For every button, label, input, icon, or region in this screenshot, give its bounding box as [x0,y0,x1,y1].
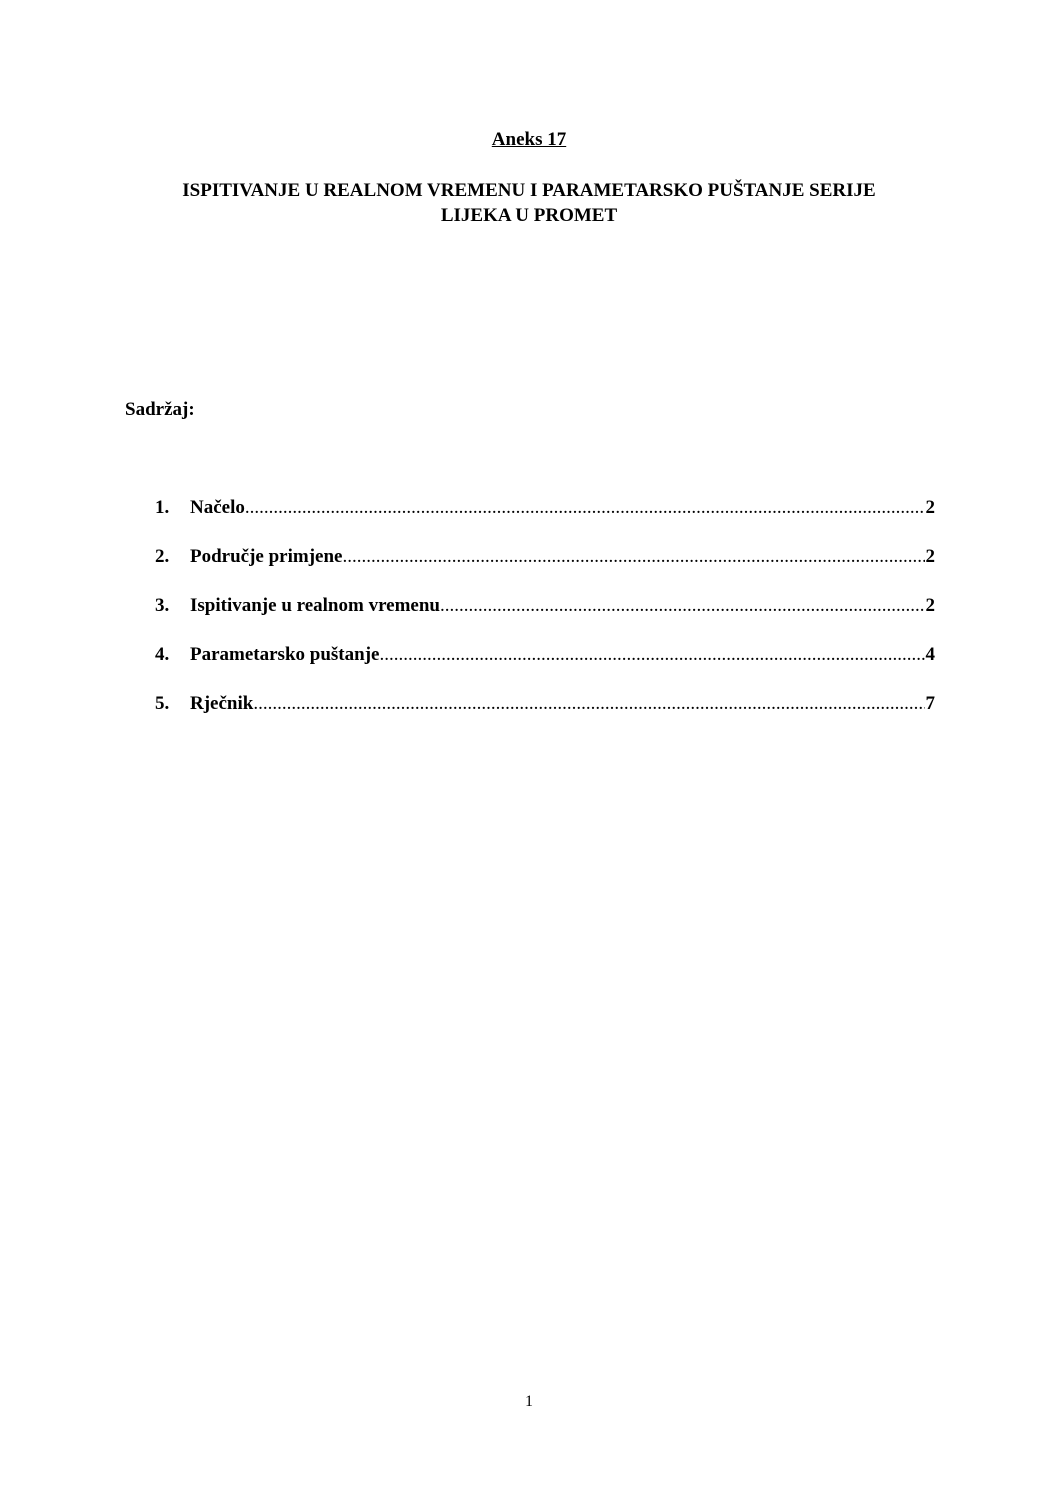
document-title-line-1: ISPITIVANJE U REALNOM VREMENU I PARAMETARSKO PUŠTANJE SERIJE [182,180,876,201]
table-of-contents [155,496,935,741]
toc-dot-leader [440,594,925,618]
toc-item-page: 2 [925,595,935,616]
toc-item-page: 4 [925,644,935,665]
toc-dot-leader [379,643,924,667]
toc-item-page: 2 [925,497,935,518]
toc-item-ispitivanje-u-realnom-vremenu[interactable] [155,594,935,643]
toc-item-number: 2. [155,546,170,567]
toc-item-number: 3. [155,595,170,616]
toc-item-label: Načelo [190,497,245,518]
toc-item-number: 4. [155,644,170,665]
toc-item-podrucje-primjene[interactable] [155,545,935,594]
document-title [100,178,958,228]
toc-item-nacelo[interactable] [155,496,935,545]
toc-item-label: Ispitivanje u realnom vremenu [190,595,440,616]
toc-item-label: Rječnik [190,693,254,714]
toc-item-parametarsko-pustanje[interactable] [155,643,935,692]
page-number: 1 [525,1393,533,1410]
toc-item-rjecnik[interactable] [155,692,935,741]
toc-dot-leader [245,496,925,520]
toc-item-number: 5. [155,693,170,714]
toc-item-page: 7 [925,693,935,714]
toc-dot-leader [253,692,924,716]
toc-heading: Sadržaj: [125,399,195,420]
annex-title: Aneks 17 [491,129,567,150]
toc-item-label: Područje primjene [190,546,343,567]
toc-item-number: 1. [155,497,170,518]
toc-item-label: Parametarsko puštanje [190,644,380,665]
toc-dot-leader [342,545,924,569]
toc-item-page: 2 [925,546,935,567]
document-title-line-2: LIJEKA U PROMET [440,205,618,226]
